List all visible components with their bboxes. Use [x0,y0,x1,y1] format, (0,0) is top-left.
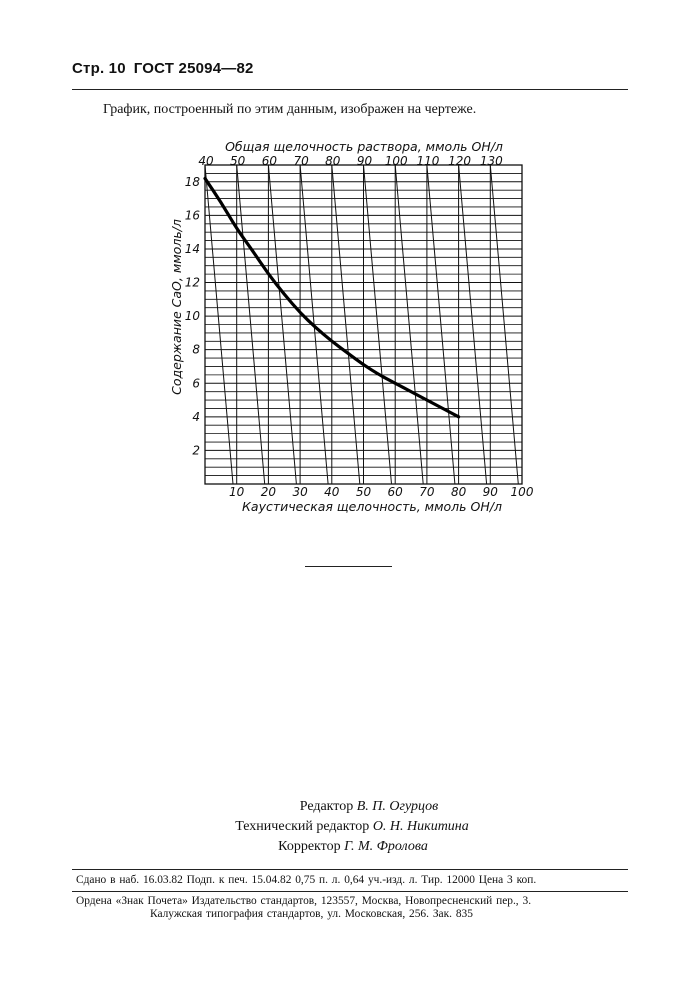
imprint-top-rule [72,869,628,870]
x-tick-label: 70 [419,485,435,499]
x-tick-label: 20 [260,485,277,499]
x2-tick-label: 90 [356,154,373,168]
x2-tick-label: 130 [479,154,503,168]
y-tick-label: 8 [192,342,200,357]
x2-tick-label: 40 [198,154,214,168]
standard-number: ГОСТ 25094—82 [133,60,254,77]
y-tick-label: 6 [192,376,200,391]
grid-line-diagonal [554,165,582,484]
x-tick-label: 90 [482,485,498,499]
printer-line-2: Калужская типография стандартов, ул. Московская, 256. Зак. 835 [150,908,473,920]
editor-name: В. П. Огурцов [356,799,439,814]
page-label: Стр. 10 [72,60,126,77]
tech-editor-role: Технический редактор [235,819,370,834]
x-tick-label: 40 [324,485,340,499]
y-tick-label: 10 [184,309,200,324]
separator-rule [305,566,392,567]
x2-tick-label: 60 [261,154,278,168]
imprint-bottom-rule [72,891,628,892]
y-tick-label: 16 [184,208,200,223]
grid-line-diagonal [522,165,550,484]
x2-tick-label: 100 [384,154,408,168]
corrector-role: Корректор [278,839,341,854]
x2-tick-label: 70 [293,154,309,168]
x2-tick-label: 80 [325,154,341,168]
tech-editor-name: О. Н. Никитина [372,819,469,834]
credit-tech-editor [0,819,700,835]
intro-paragraph: График, построенный по этим данным, изображен на чертеже. [103,102,477,117]
y-tick-label: 12 [184,275,200,290]
chart-top-axis-label: Общая щелочность раствора, ммоль ОН/л [225,139,503,154]
x2-tick-label: 120 [448,154,472,168]
x-tick-label: 10 [229,485,245,499]
chart-y-axis-label: Содержание СаО, ммоль/л [169,219,184,395]
printer-line-1: Ордена «Знак Почета» Издательство стандартов, 123557, Москва, Новопресненский пер., 3. [76,895,532,907]
y-tick-label: 2 [192,443,200,458]
credit-corrector [0,839,700,855]
x-tick-label: 100 [510,485,534,499]
y-tick-label: 18 [184,174,200,189]
y-tick-label: 14 [184,241,200,256]
editor-role: Редактор [299,799,354,814]
x-tick-label: 30 [292,485,308,499]
y-tick-label: 4 [192,409,200,424]
x-tick-label: 60 [387,485,403,499]
chart-bottom-axis-label: Каустическая щелочность, ммоль ОН/л [242,499,502,514]
chart-grid [173,165,581,484]
credit-editor [0,799,700,815]
x2-tick-label: 50 [230,154,246,168]
x-tick-label: 50 [355,485,372,499]
imprint-line: Сдано в наб. 16.03.82 Подп. к печ. 15.04.82 0,75 п. л. 0,64 уч.-изд. л. Тир. 12000 Цена 3 коп. [76,874,537,886]
x2-tick-label: 110 [416,154,440,168]
corrector-name: Г. М. Фролова [344,839,428,854]
x-tick-label: 80 [450,485,467,499]
